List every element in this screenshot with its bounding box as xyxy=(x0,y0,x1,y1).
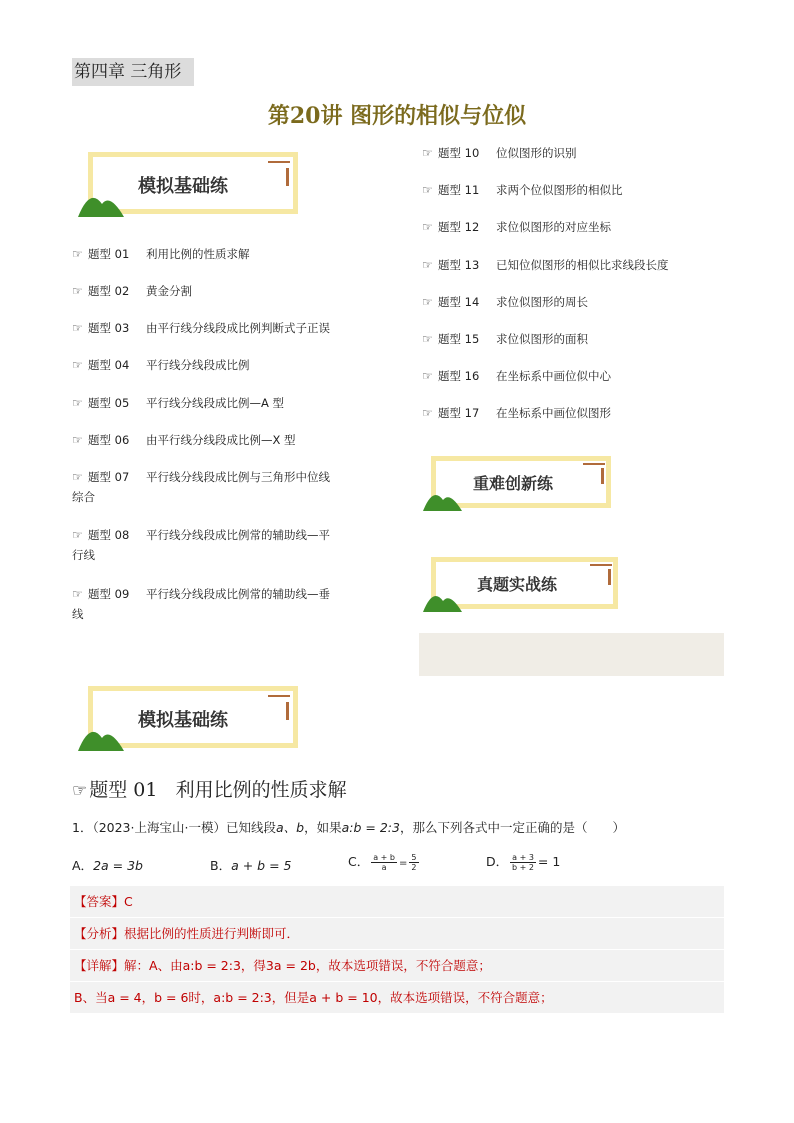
list-item[interactable]: ☞ 题型 01 利用比例的性质求解 xyxy=(72,244,250,264)
empty-panel xyxy=(419,633,724,676)
banner-label: 真题实战练 xyxy=(477,575,558,594)
question-text: 1．（2023·上海宝山·一模）已知线段a、b，如果a:b = 2:3，那么下列各式中一定正确的是（ ） xyxy=(72,820,625,835)
list-item[interactable]: ☞ 题型 17 在坐标系中画位似图形 xyxy=(422,403,611,423)
hand-pointer-icon: ☞ xyxy=(422,332,433,346)
list-item[interactable]: ☞ 题型 07 平行线分线段成比例与三角形中位线 xyxy=(72,467,330,487)
option-b[interactable]: B．a + b = 5 xyxy=(210,858,292,873)
list-item[interactable]: ☞ 题型 04 平行线分线段成比例 xyxy=(72,355,250,375)
banner-practice-2 xyxy=(78,684,300,752)
list-item[interactable]: ☞ 题型 13 已知位似图形的相似比求线段长度 xyxy=(422,255,669,275)
banner-label: 模拟基础练 xyxy=(138,710,228,731)
hand-pointer-icon: ☞ xyxy=(72,396,83,410)
banner-practice xyxy=(78,150,300,218)
lecture-title: 第20讲 图形的相似与位似 xyxy=(267,103,527,129)
list-item[interactable]: ☞ 题型 10 位似图形的识别 xyxy=(422,143,577,163)
list-item[interactable]: ☞ 题型 08 平行线分线段成比例常的辅助线—平 xyxy=(72,525,330,545)
list-item[interactable]: ☞ 题型 05 平行线分线段成比例—A 型 xyxy=(72,393,284,413)
hand-pointer-icon: ☞ xyxy=(72,321,83,335)
hand-pointer-icon: ☞ xyxy=(422,258,433,272)
hand-pointer-icon: ☞ xyxy=(72,528,83,542)
list-item-cont: 综合 xyxy=(72,490,95,504)
mountain-icon xyxy=(78,184,128,218)
hand-pointer-icon: ☞ xyxy=(422,220,433,234)
option-d[interactable]: D． $\frac{a + 3}{b + 2}$ = 1 xyxy=(486,853,561,872)
list-item[interactable]: ☞ 题型 02 黄金分割 xyxy=(72,281,192,301)
banner-label: 重难创新练 xyxy=(473,474,554,493)
hand-pointer-icon: ☞ xyxy=(422,183,433,197)
list-item-cont: 行线 xyxy=(72,548,95,562)
hand-pointer-icon: ☞ xyxy=(72,358,83,372)
list-item-cont: 线 xyxy=(72,607,84,621)
banner-hard xyxy=(423,454,613,512)
list-item[interactable]: ☞ 题型 09 平行线分线段成比例常的辅助线—垂 xyxy=(72,584,330,604)
list-item[interactable]: ☞ 题型 14 求位似图形的周长 xyxy=(422,292,588,312)
hand-pointer-icon: ☞ xyxy=(422,295,433,309)
option-a[interactable]: A．2a = 3b xyxy=(72,858,143,873)
list-item[interactable]: ☞ 题型 15 求位似图形的面积 xyxy=(422,329,588,349)
chapter-tag: 第四章 三角形 xyxy=(72,58,194,86)
hand-pointer-icon: ☞ xyxy=(422,146,433,160)
list-item[interactable]: ☞ 题型 16 在坐标系中画位似中心 xyxy=(422,366,611,386)
mountain-icon xyxy=(423,585,465,613)
option-c[interactable]: C． $\frac{a + b}{a}$ = $\frac{5}{2}$ xyxy=(348,853,417,872)
detail-row: 【详解】解：A、由a:b = 2:3，得3a = 2b，故本选项错误，不符合题意； xyxy=(70,950,724,981)
mountain-icon xyxy=(423,484,465,512)
mountain-icon xyxy=(78,718,128,752)
section-heading: ☞ 题型 01 利用比例的性质求解 xyxy=(72,779,347,801)
list-item[interactable]: ☞ 题型 11 求两个位似图形的相似比 xyxy=(422,180,623,200)
answer-row: 【答案】C xyxy=(70,886,724,917)
banner-real xyxy=(423,555,620,613)
hand-pointer-icon: ☞ xyxy=(72,781,88,801)
banner-label: 模拟基础练 xyxy=(138,176,228,197)
list-item[interactable]: ☞ 题型 03 由平行线分线段成比例判断式子正误 xyxy=(72,318,330,338)
list-item[interactable]: ☞ 题型 06 由平行线分线段成比例—X 型 xyxy=(72,430,296,450)
analysis-row: 【分析】根据比例的性质进行判断即可． xyxy=(70,918,724,949)
list-item[interactable]: ☞ 题型 12 求位似图形的对应坐标 xyxy=(422,217,611,237)
hand-pointer-icon: ☞ xyxy=(72,284,83,298)
hand-pointer-icon: ☞ xyxy=(72,587,83,601)
detail-row-2: B、当a = 4，b = 6时，a:b = 2:3，但是a + b = 10，故本选项错误，不符合题意； xyxy=(70,982,724,1013)
hand-pointer-icon: ☞ xyxy=(72,247,83,261)
hand-pointer-icon: ☞ xyxy=(72,470,83,484)
hand-pointer-icon: ☞ xyxy=(422,406,433,420)
hand-pointer-icon: ☞ xyxy=(422,369,433,383)
hand-pointer-icon: ☞ xyxy=(72,433,83,447)
